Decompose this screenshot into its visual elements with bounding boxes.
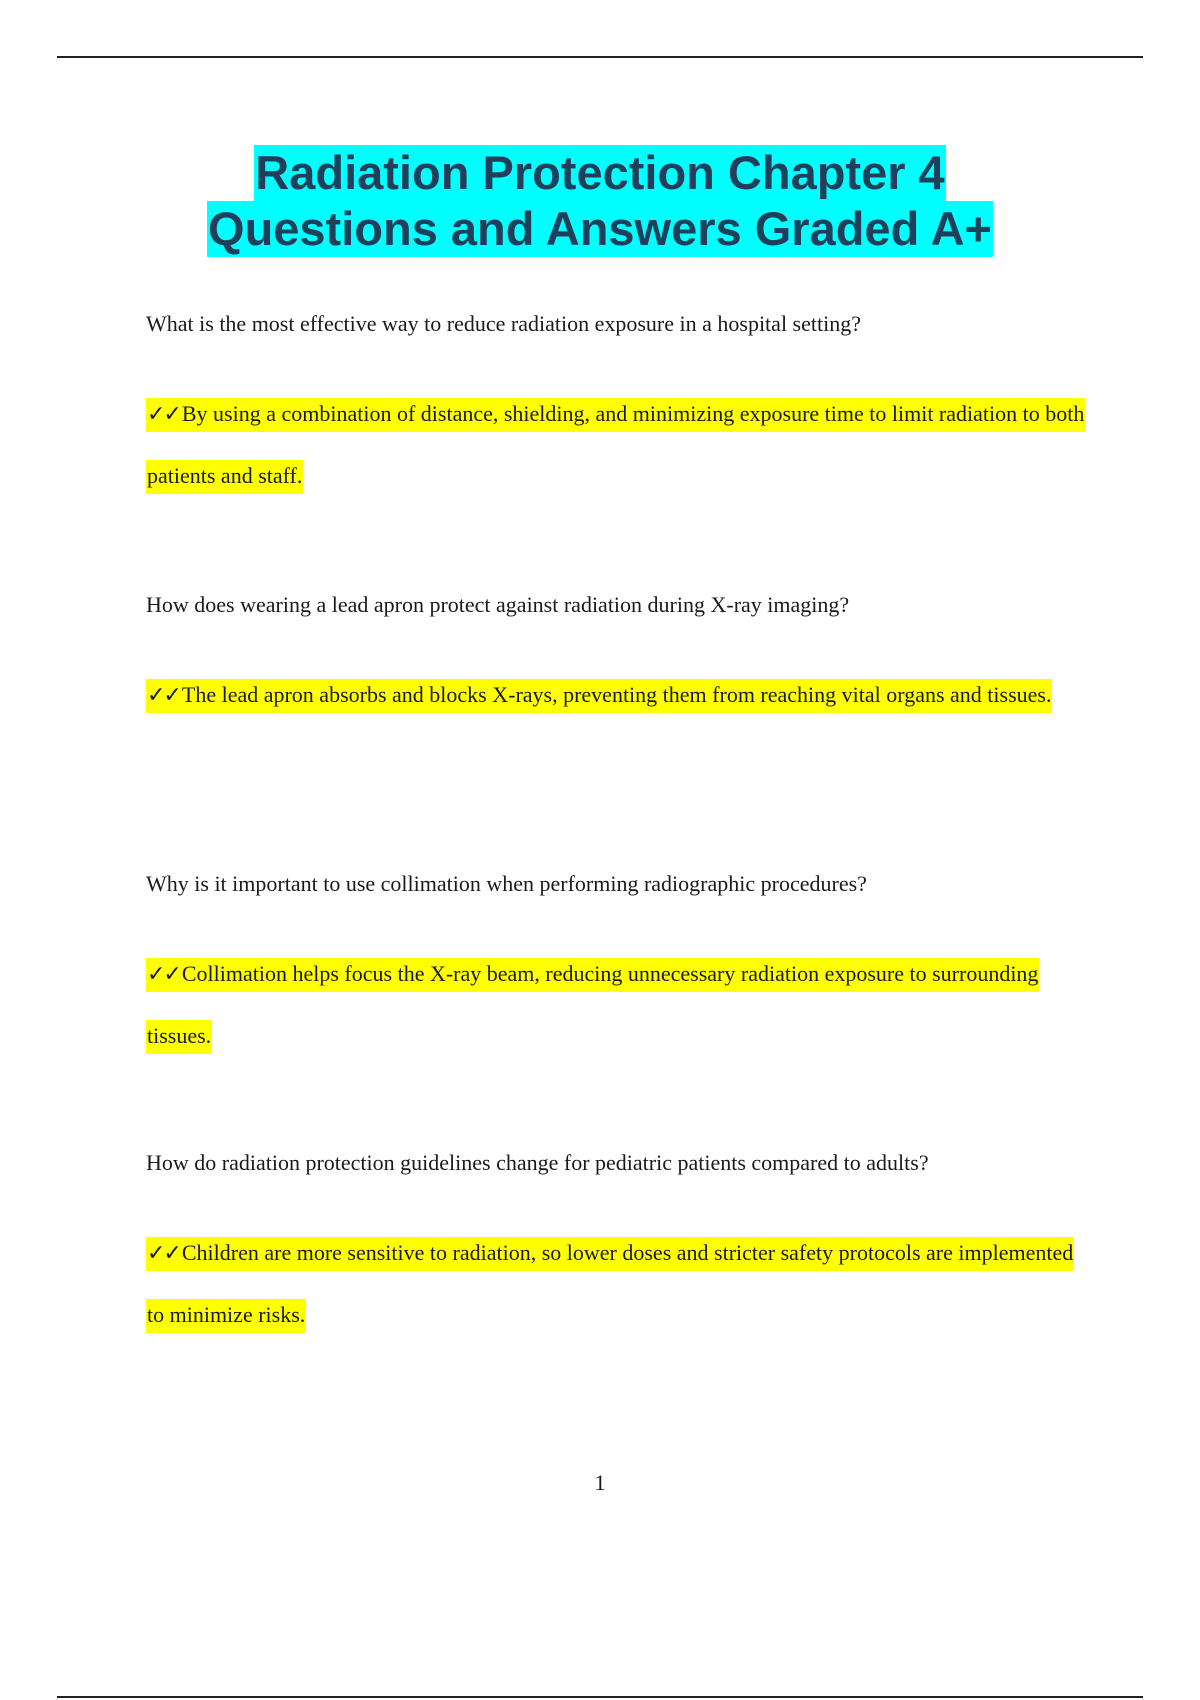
answer-highlight [146, 398, 1085, 494]
top-rule [57, 56, 1143, 58]
page-title [0, 145, 1200, 257]
check-icon: ✓✓ [147, 1241, 180, 1266]
question-text: How do radiation protection guidelines change for pediatric patients compared to adults? [146, 1150, 929, 1175]
answer-block [146, 664, 1086, 726]
question-text: Why is it important to use collimation when performing radiographic procedures? [146, 871, 867, 896]
answer-text: Collimation helps focus the X-ray beam, reducing unnecessary radiation exposure to surrounding tissues. [147, 961, 1039, 1048]
title-line-1: Radiation Protection Chapter 4 [255, 146, 945, 199]
check-icon: ✓✓ [147, 683, 180, 708]
answer-text: By using a combination of distance, shielding, and minimizing exposure time to limit radiation to both patients and staff. [147, 401, 1085, 488]
answer-block [146, 1222, 1086, 1345]
qa-item [146, 870, 1086, 1066]
answer-highlight [146, 1237, 1074, 1333]
check-icon: ✓✓ [147, 962, 180, 987]
qa-item [146, 591, 1086, 726]
qa-item [146, 310, 1086, 506]
answer-highlight [146, 679, 1052, 713]
bottom-rule [57, 1696, 1143, 1698]
answer-text: The lead apron absorbs and blocks X-rays, preventing them from reaching vital organs and tissues. [181, 682, 1052, 707]
answer-highlight [146, 958, 1039, 1054]
question-text: How does wearing a lead apron protect against radiation during X-ray imaging? [146, 592, 850, 617]
page-number: 1 [594, 1470, 606, 1495]
qa-item [146, 1149, 1086, 1345]
answer-block [146, 383, 1086, 506]
question-text: What is the most effective way to reduce radiation exposure in a hospital setting? [146, 311, 861, 336]
answer-block [146, 943, 1086, 1066]
title-line-2: Questions and Answers Graded A+ [208, 202, 992, 255]
check-icon: ✓✓ [147, 402, 180, 427]
answer-text: Children are more sensitive to radiation, so lower doses and stricter safety protocols are implemented to minimize risks. [147, 1240, 1074, 1327]
